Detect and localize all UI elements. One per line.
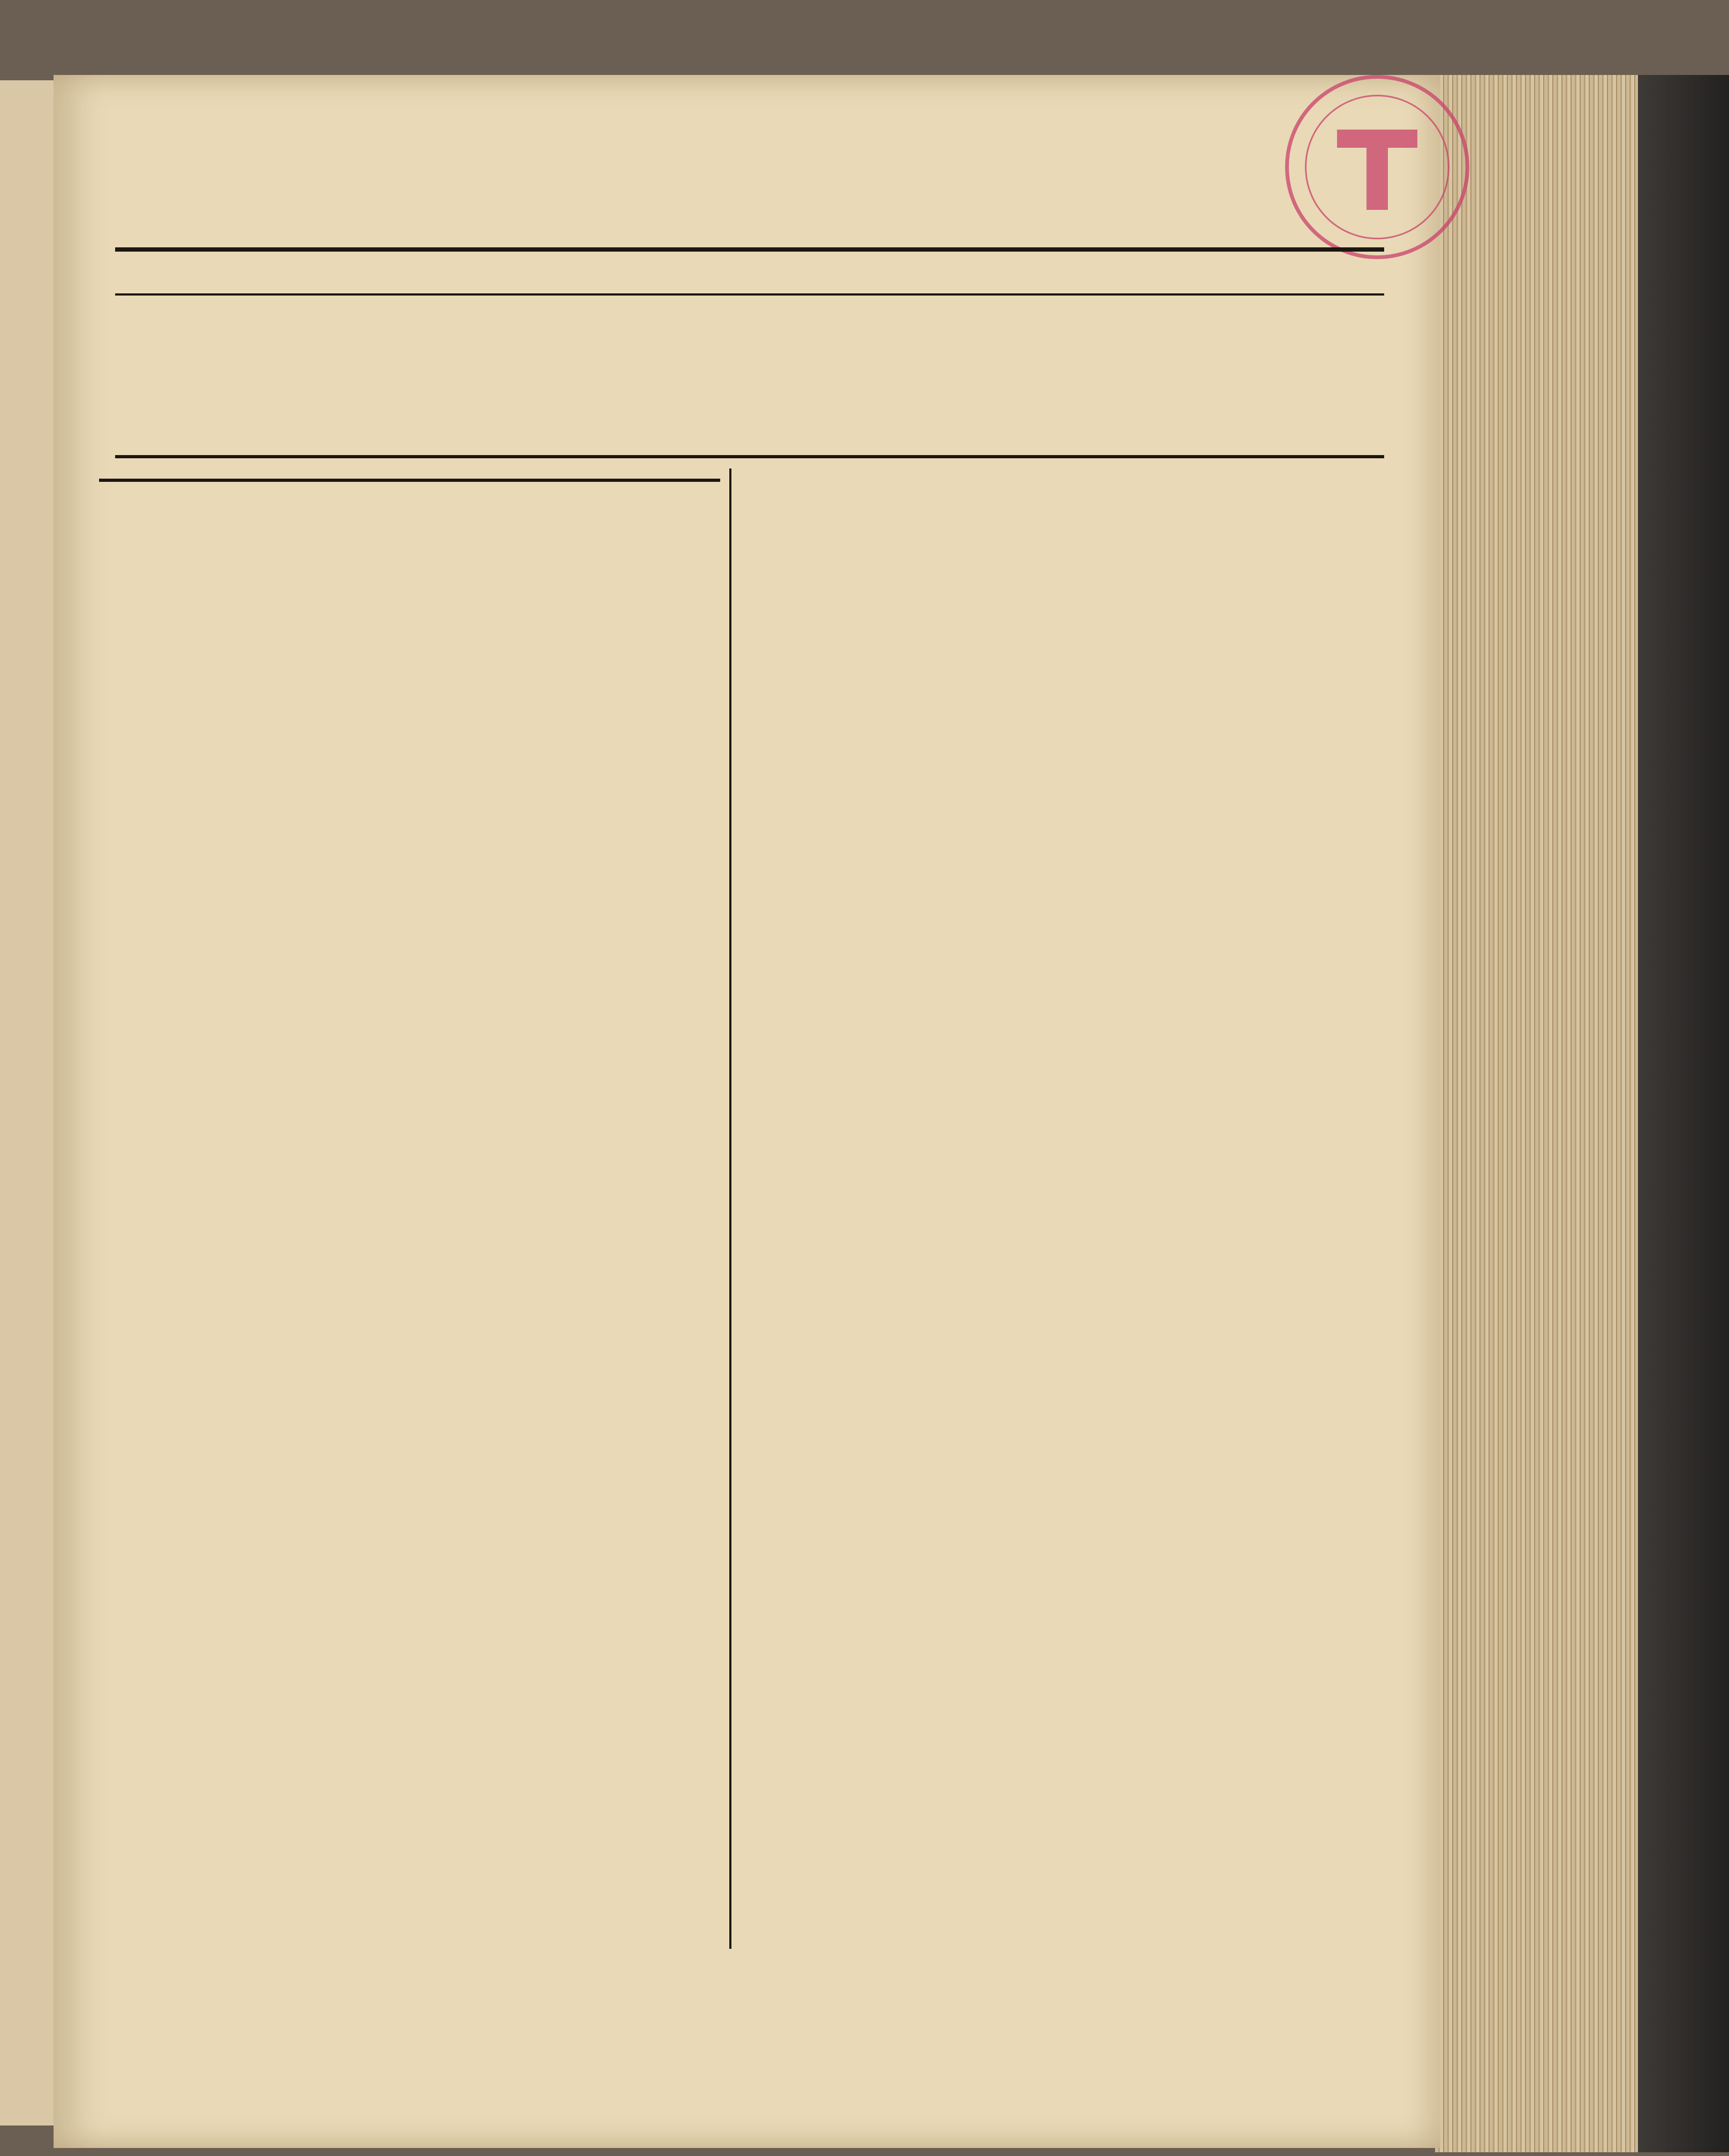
book-cover-edge (1638, 75, 1729, 2152)
left-column (104, 471, 715, 487)
issue-line (115, 256, 1384, 288)
masthead-rule-bottom (115, 293, 1384, 296)
library-stamp (1285, 75, 1469, 259)
adjacent-left-page (0, 80, 57, 2125)
separator-1 (99, 479, 720, 482)
masthead-rule-top (115, 247, 1384, 252)
column-divider (729, 468, 731, 1949)
stamp-t-stem (1366, 130, 1388, 210)
newspaper-page (54, 75, 1440, 2148)
page-stack-edge (1435, 75, 1729, 2152)
toc-rule (115, 455, 1384, 458)
stamp-t-emblem (1337, 130, 1417, 210)
